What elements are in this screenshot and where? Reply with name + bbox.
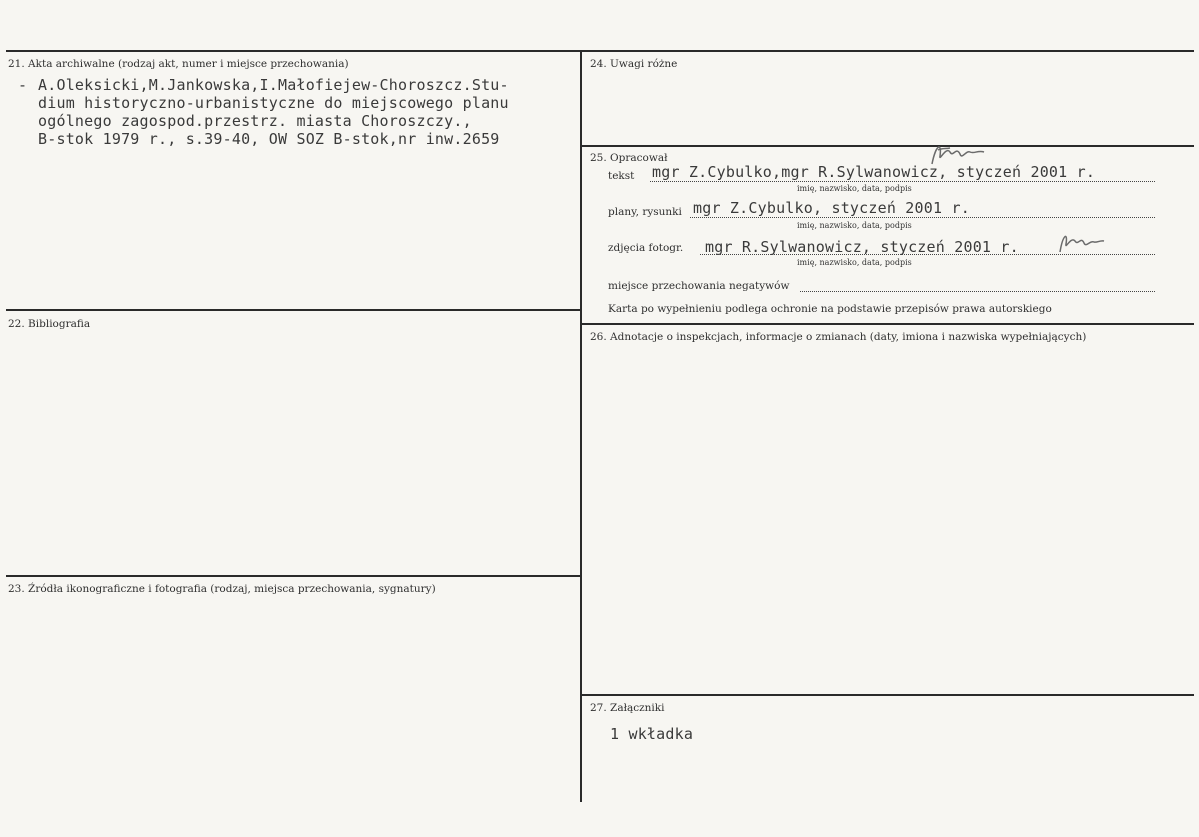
plany-value: mgr Z.Cybulko, styczeń 2001 r.: [693, 199, 970, 217]
tekst-caption: imię, nazwisko, data, podpis: [797, 184, 912, 193]
top-rule: [6, 50, 1194, 52]
tekst-line: [650, 181, 1155, 182]
section-25-label: 25. Opracował: [590, 152, 668, 164]
center-divider: [580, 50, 582, 802]
divider-26-27: [582, 694, 1194, 696]
signature-2: [1056, 228, 1106, 256]
section-21-dash: -: [18, 76, 28, 94]
divider-21-22: [6, 309, 580, 311]
zdjecia-value: mgr R.Sylwanowicz, styczeń 2001 r.: [705, 238, 1019, 256]
section-23-label: 23. Źródła ikonograficzne i fotografia (rodzaj, miejsca przechowania, sygnatury): [8, 583, 436, 595]
copyright-note: Karta po wypełnieniu podlega ochronie na podstawie przepisów prawa autorskiego: [608, 303, 1052, 315]
negatywy-label: miejsce przechowania negatywów: [608, 280, 790, 292]
tekst-label: tekst: [608, 170, 635, 182]
divider-24-25: [582, 145, 1194, 147]
section-22-label: 22. Bibliografia: [8, 318, 91, 330]
divider-25-26: [582, 323, 1194, 325]
plany-caption: imię, nazwisko, data, podpis: [797, 221, 912, 230]
signature-1: [928, 138, 988, 168]
section-24-label: 24. Uwagi różne: [590, 58, 678, 70]
section-21-line-2: dium historyczno-urbanistyczne do miejscowego planu: [38, 94, 509, 112]
section-21-label: 21. Akta archiwalne (rodzaj akt, numer i miejsce przechowania): [8, 58, 349, 70]
negatywy-line: [800, 291, 1155, 292]
divider-22-23: [6, 575, 580, 577]
plany-label: plany, rysunki: [608, 206, 682, 218]
plany-line: [690, 217, 1155, 218]
section-21-line-1: A.Oleksicki,M.Jankowska,I.Małofiejew-Choroszcz.Stu-: [38, 76, 509, 94]
section-27-value: 1 wkładka: [610, 725, 694, 743]
section-26-label: 26. Adnotacje o inspekcjach, informacje o zmianach (daty, imiona i nazwiska wypełniających): [590, 331, 1087, 343]
section-27-label: 27. Załączniki: [590, 702, 665, 714]
zdjecia-caption: imię, nazwisko, data, podpis: [797, 258, 912, 267]
section-21-line-3: ogólnego zagospod.przestrz. miasta Choroszczy.,: [38, 112, 472, 130]
zdjecia-label: zdjęcia fotogr.: [608, 242, 684, 254]
section-21-line-4: B-stok 1979 r., s.39-40, OW SOZ B-stok,nr inw.2659: [38, 130, 500, 148]
tekst-value: mgr Z.Cybulko,mgr R.Sylwanowicz, styczeń 2001 r.: [652, 163, 1096, 181]
